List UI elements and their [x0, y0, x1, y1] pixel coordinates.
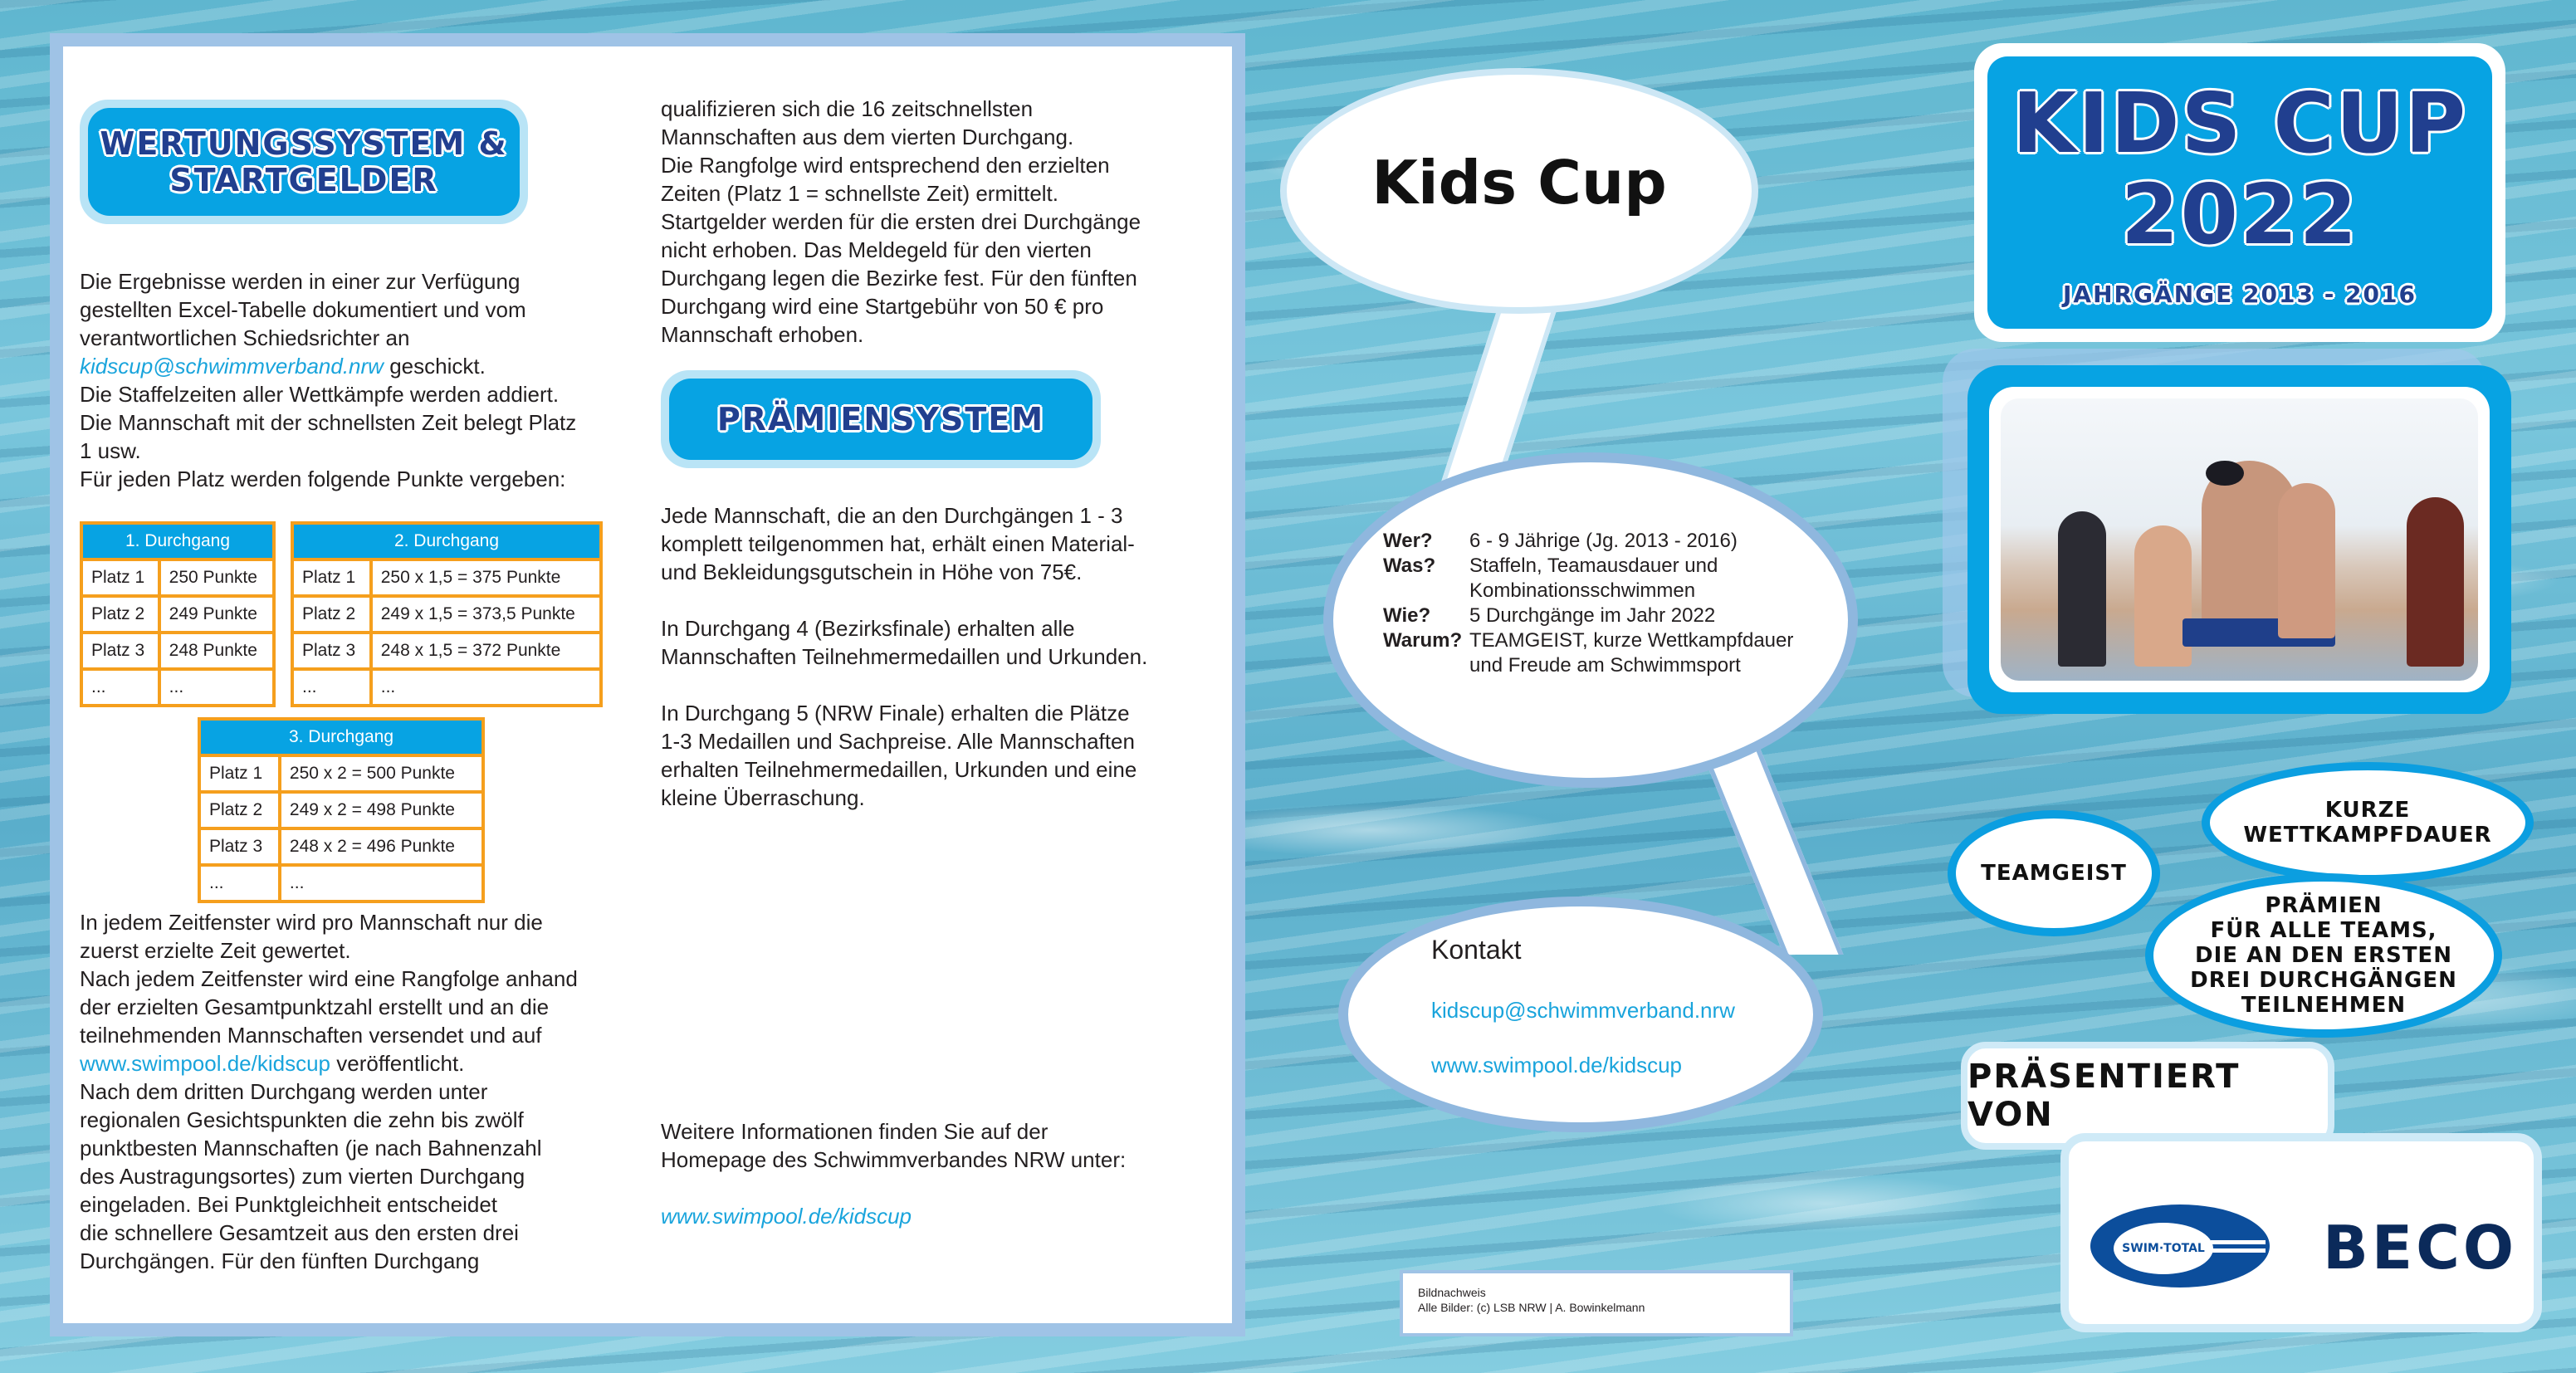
sponsor-card: [2060, 1133, 2542, 1332]
oval-teamgeist: [1948, 810, 2160, 936]
text-line: Nach jedem Zeitfenster wird eine Rangfolge anhand: [80, 966, 578, 991]
text-line: nicht erhoben. Das Meldegeld für den vierten: [661, 237, 1092, 262]
text-line: verantwortlichen Schiedsrichter an: [80, 325, 410, 350]
text-line: Mannschaften Teilnehmermedaillen und Urkunden.: [661, 644, 1148, 669]
credit-text: Alle Bilder: (c) LSB NRW | A. Bowinkelmann: [1418, 1301, 1645, 1314]
cell: 250 Punkte: [159, 559, 274, 596]
cell: ...: [292, 669, 371, 706]
points-table-durchgang-1: [80, 521, 276, 707]
info-list: [1383, 529, 1793, 678]
table-title: 3. Durchgang: [199, 719, 483, 755]
text-line: 1 usw.: [80, 438, 141, 463]
info-value: TEAMGEIST, kurze Wettkampfdauer: [1469, 629, 1794, 652]
swimpool-link[interactable]: www.swimpool.de/kidscup: [661, 1204, 912, 1229]
text-line: Weitere Informationen finden Sie auf der: [661, 1119, 1048, 1144]
text-line: der erzielten Gesamtpunktzahl erstellt und an die: [80, 994, 550, 1019]
cell: Platz 3: [199, 828, 280, 865]
text-line: Zeiten (Platz 1 = schnellste Zeit) ermittelt.: [661, 181, 1059, 206]
oval-kurze-wettkampfdauer: [2202, 762, 2534, 883]
cell: 249 x 2 = 498 Punkte: [280, 792, 483, 828]
points-table-durchgang-3: [198, 717, 485, 903]
text-line: qualifizieren sich die 16 zeitschnellsten: [661, 96, 1034, 121]
oval-line: DREI DURCHGÄNGEN: [2190, 968, 2457, 993]
presented-by-label: PRÄSENTIERT VON: [1961, 1042, 2334, 1150]
info-label: Warum?: [1383, 629, 1463, 652]
credit-title: Bildnachweis: [1418, 1286, 1486, 1299]
text-fragment: veröffentlicht.: [330, 1051, 465, 1076]
info-value: und Freude am Schwimmsport: [1469, 654, 1741, 677]
text-line: Die Staffelzeiten aller Wettkämpfe werden addiert.: [80, 382, 560, 407]
cell: 249 x 1,5 = 373,5 Punkte: [371, 596, 601, 633]
photo-frame: [1967, 365, 2511, 714]
info-value: Staffeln, Teamausdauer und: [1469, 555, 1718, 577]
cover-subtitle: JAHRGÄNGE 2013 - 2016: [2062, 280, 2417, 308]
table-row: [292, 669, 601, 706]
text-line: zuerst erzielte Zeit gewertet.: [80, 938, 351, 963]
text-line: die schnellere Gesamtzeit aus den ersten drei: [80, 1220, 519, 1245]
cell: 250 x 1,5 = 375 Punkte: [371, 559, 601, 596]
info-value: 6 - 9 Jährige (Jg. 2013 - 2016): [1469, 530, 1738, 552]
table-row: [81, 669, 274, 706]
cell: Platz 2: [81, 596, 159, 633]
info-row: [1383, 579, 1793, 603]
text-line: Startgelder werden für die ersten drei Durchgänge: [661, 209, 1141, 234]
text-line: In jedem Zeitfenster wird pro Mannschaft nur die: [80, 910, 543, 935]
text-line: Für jeden Platz werden folgende Punkte vergeben:: [80, 467, 566, 491]
info-label: Wie?: [1383, 604, 1431, 627]
info-value: Kombinationsschwimmen: [1469, 579, 1696, 602]
points-table-durchgang-2: [291, 521, 603, 707]
text-line: regionalen Gesichtspunkten die zehn bis zwölf: [80, 1107, 524, 1132]
oval-line: PRÄMIEN: [2265, 893, 2383, 918]
text-line: erhalten Teilnehmermedaillen, Urkunden und eine: [661, 757, 1137, 782]
info-label: Wer?: [1383, 530, 1433, 552]
column-2-praemien: [661, 501, 1209, 812]
text-line: eingeladen. Bei Punktgleichheit entscheidet: [80, 1192, 498, 1217]
swimpool-link[interactable]: www.swimpool.de/kidscup: [80, 1051, 331, 1076]
cell: 248 x 2 = 496 Punkte: [280, 828, 483, 865]
table-row: [81, 559, 274, 596]
email-link[interactable]: kidscup@schwimmverband.nrw: [80, 354, 384, 379]
cell: Platz 3: [292, 633, 371, 669]
cell: Platz 3: [81, 633, 159, 669]
text-line: teilnehmenden Mannschaften versendet und auf: [80, 1023, 542, 1048]
oval-line: KURZE: [2324, 798, 2411, 823]
cover-title-line2: 2022: [2120, 165, 2359, 263]
text-line: punktbesten Mannschaften (je nach Bahnenzahl: [80, 1136, 542, 1160]
text-line: Die Ergebnisse werden in einer zur Verfügung: [80, 269, 521, 294]
info-row: [1383, 653, 1793, 678]
image-credit-box: [1400, 1270, 1793, 1336]
contact-email-link[interactable]: kidscup@schwimmverband.nrw: [1431, 998, 1735, 1023]
cell: Platz 1: [81, 559, 159, 596]
info-label: Was?: [1383, 555, 1436, 577]
text-line: In Durchgang 4 (Bezirksfinale) erhalten alle: [661, 616, 1075, 641]
cell: 248 x 1,5 = 372 Punkte: [371, 633, 601, 669]
swim-total-text: SWIM·TOTAL: [2122, 1242, 2205, 1255]
cover-title-line1: KIDS CUP: [2011, 74, 2468, 172]
text-line: Durchgang legen die Bezirke fest. Für den fünften: [661, 266, 1137, 291]
title-card: [1974, 43, 2505, 342]
contact-bubble: [1338, 897, 1823, 1132]
text-line: 1-3 Medaillen und Sachpreise. Alle Mannschaften: [661, 729, 1135, 754]
cell: Platz 2: [292, 596, 371, 633]
cell: Platz 1: [292, 559, 371, 596]
table-row: [292, 596, 601, 633]
table-row: [199, 792, 483, 828]
cell: Platz 1: [199, 755, 280, 792]
cell: Platz 2: [199, 792, 280, 828]
text-line: Die Mannschaft mit der schnellsten Zeit belegt Platz: [80, 410, 577, 435]
table-row: [81, 633, 274, 669]
table-title: 1. Durchgang: [81, 523, 274, 559]
table-row: [199, 828, 483, 865]
info-row: [1383, 603, 1793, 628]
cell: 250 x 2 = 500 Punkte: [280, 755, 483, 792]
column-2-more-info: [661, 1117, 1209, 1230]
cell: ...: [371, 669, 601, 706]
table-row: [199, 755, 483, 792]
text-line: Nach dem dritten Durchgang werden unter: [80, 1079, 488, 1104]
text-line: Homepage des Schwimmverbandes NRW unter:: [661, 1147, 1127, 1172]
table-row: [292, 633, 601, 669]
heading-praemiensystem: [661, 370, 1101, 468]
info-row: [1383, 554, 1793, 579]
info-value: 5 Durchgänge im Jahr 2022: [1469, 604, 1716, 627]
heading-line: WERTUNGSSYSTEM &: [100, 125, 508, 162]
cell: ...: [81, 669, 159, 706]
column-1-bottom: [80, 908, 644, 1275]
oval-line: TEILNEHMEN: [2241, 993, 2407, 1018]
heading-text: PRÄMIENSYSTEM: [716, 401, 1045, 437]
text-line: Jede Mannschaft, die an den Durchgängen 1 - 3: [661, 503, 1123, 528]
heading-line: STARTGELDER: [169, 162, 438, 198]
oval-line: DIE AN DEN ERSTEN: [2195, 943, 2452, 968]
text-line: Mannschaften aus dem vierten Durchgang.: [661, 125, 1074, 149]
table-row: [81, 596, 274, 633]
text-line: In Durchgang 5 (NRW Finale) erhalten die Plätze: [661, 701, 1130, 726]
cell: ...: [280, 865, 483, 901]
oval-line: FÜR ALLE TEAMS,: [2210, 918, 2437, 943]
table-row: [199, 865, 483, 901]
cell: 248 Punkte: [159, 633, 274, 669]
beco-logo-icon: BECO: [2323, 1213, 2518, 1283]
text-line: Durchgang wird eine Startgebühr von 50 € pro: [661, 294, 1104, 319]
heading-wertungssystem: [80, 100, 528, 224]
text-fragment: geschickt.: [383, 354, 486, 379]
swim-total-logo-icon: [2090, 1204, 2270, 1287]
oval-praemien: [2145, 873, 2502, 1038]
cell: ...: [199, 865, 280, 901]
cell: 249 Punkte: [159, 596, 274, 633]
table-row: [292, 559, 601, 596]
oval-line: TEAMGEIST: [1981, 861, 2127, 886]
cell: ...: [159, 669, 274, 706]
text-line: Durchgängen. Für den fünften Durchgang: [80, 1248, 480, 1273]
text-line: Mannschaft erhoben.: [661, 322, 864, 347]
contact-title: Kontakt: [1431, 935, 1522, 965]
info-bubble: [1323, 452, 1858, 788]
text-line: Die Rangfolge wird entsprechend den erzielten: [661, 153, 1110, 178]
column-1-intro: [80, 267, 628, 493]
column-2-top: [661, 95, 1209, 349]
swimmers-photo-icon: [2001, 398, 2478, 681]
info-row: [1383, 529, 1793, 554]
info-row: [1383, 628, 1793, 653]
text-line: gestellten Excel-Tabelle dokumentiert und vom: [80, 297, 526, 322]
bubble-title: Kids Cup: [1371, 148, 1667, 217]
text-line: des Austragungsortes) zum vierten Durchgang: [80, 1164, 525, 1189]
kids-cup-bubble: [1280, 68, 1758, 314]
text-line: kleine Überraschung.: [661, 785, 865, 810]
table-title: 2. Durchgang: [292, 523, 601, 559]
text-line: komplett teilgenommen hat, erhält einen Material-: [661, 531, 1135, 556]
text-line: und Bekleidungsgutschein in Höhe von 75€.: [661, 559, 1083, 584]
oval-line: WETTKAMPFDAUER: [2243, 823, 2492, 848]
contact-url-link[interactable]: www.swimpool.de/kidscup: [1431, 1053, 1683, 1077]
